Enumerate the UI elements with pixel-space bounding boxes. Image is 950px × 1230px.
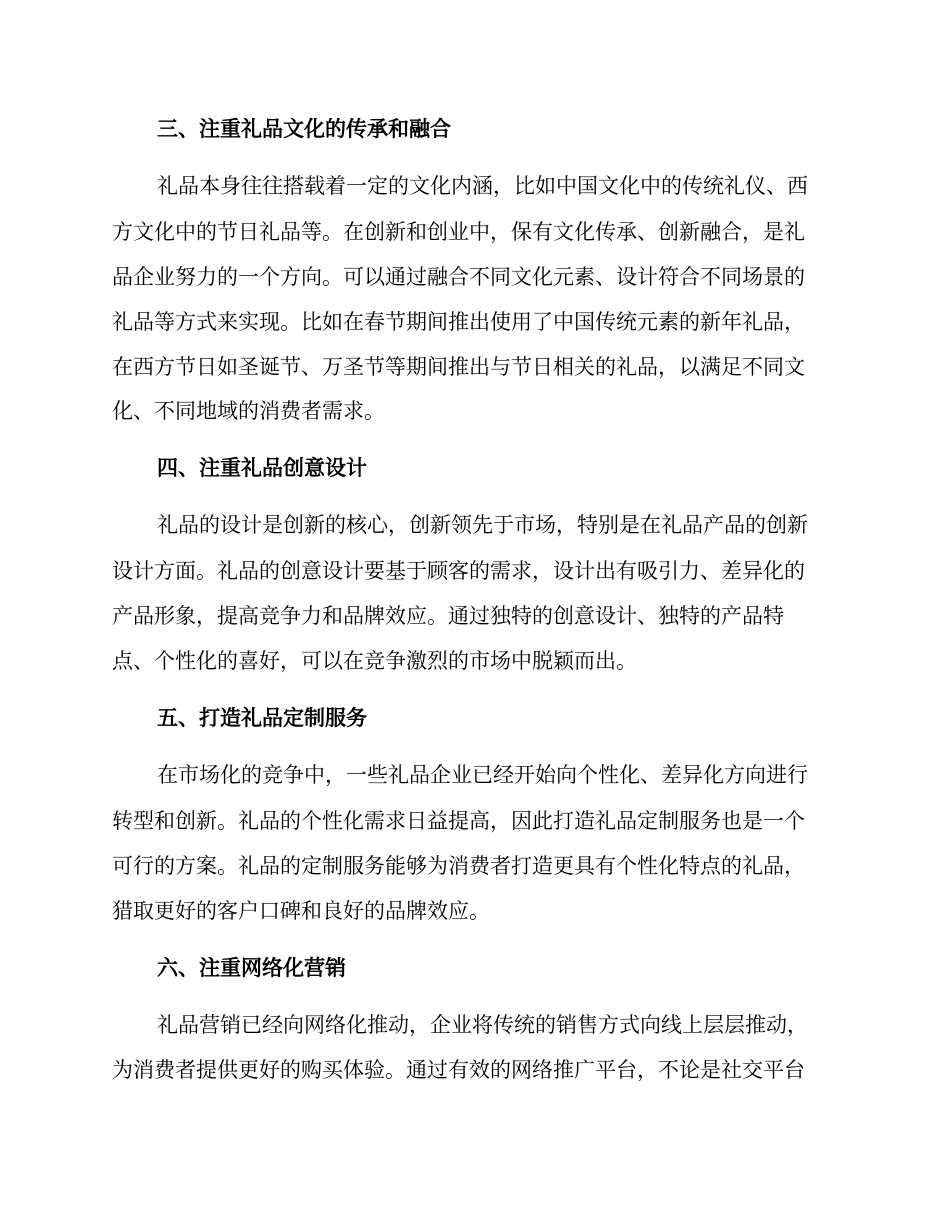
paragraph-line: 在西方节日如圣诞节、万圣节等期间推出与节日相关的礼品，以满足不同文 [112,355,805,379]
section-heading: 五、打造礼品定制服务 [157,706,367,730]
section-heading: 四、注重礼品创意设计 [157,456,367,480]
paragraph-line: 点、个性化的喜好，可以在竞争激烈的市场中脱颖而出。 [112,649,637,673]
paragraph-line: 为消费者提供更好的购买体验。通过有效的网络推广平台，不论是社交平台 [112,1058,805,1082]
paragraph-line: 设计方面。礼品的创意设计要基于顾客的需求，设计出有吸引力、差异化的 [112,559,805,583]
paragraph-line: 化、不同地域的消费者需求。 [112,399,385,423]
paragraph-line: 礼品营销已经向网络化推动，企业将传统的销售方式向线上层层推动， [157,1013,808,1037]
section-heading: 三、注重礼品文化的传承和融合 [157,117,451,141]
paragraph-line: 礼品的设计是创新的核心，创新领先于市场，特别是在礼品产品的创新 [157,513,808,537]
paragraph-line: 礼品本身往往搭载着一定的文化内涵，比如中国文化中的传统礼仪、西 [157,174,808,198]
paragraph-line: 猎取更好的客户口碑和良好的品牌效应。 [112,899,490,923]
section-heading: 六、注重网络化营销 [157,956,346,980]
paragraph-line: 产品形象，提高竞争力和品牌效应。通过独特的创意设计、独特的产品特 [112,604,784,628]
paragraph-line: 在市场化的竞争中，一些礼品企业已经开始向个性化、差异化方向进行 [157,763,808,787]
paragraph-line: 可行的方案。礼品的定制服务能够为消费者打造更具有个性化特点的礼品， [112,854,805,878]
paragraph-line: 转型和创新。礼品的个性化需求日益提高，因此打造礼品定制服务也是一个 [112,809,805,833]
paragraph-line: 礼品等方式来实现。比如在春节期间推出使用了中国传统元素的新年礼品， [112,310,805,334]
paragraph-line: 品企业努力的一个方向。可以通过融合不同文化元素、设计符合不同场景的 [112,265,805,289]
paragraph-line: 方文化中的节日礼品等。在创新和创业中，保有文化传承、创新融合，是礼 [112,220,805,244]
